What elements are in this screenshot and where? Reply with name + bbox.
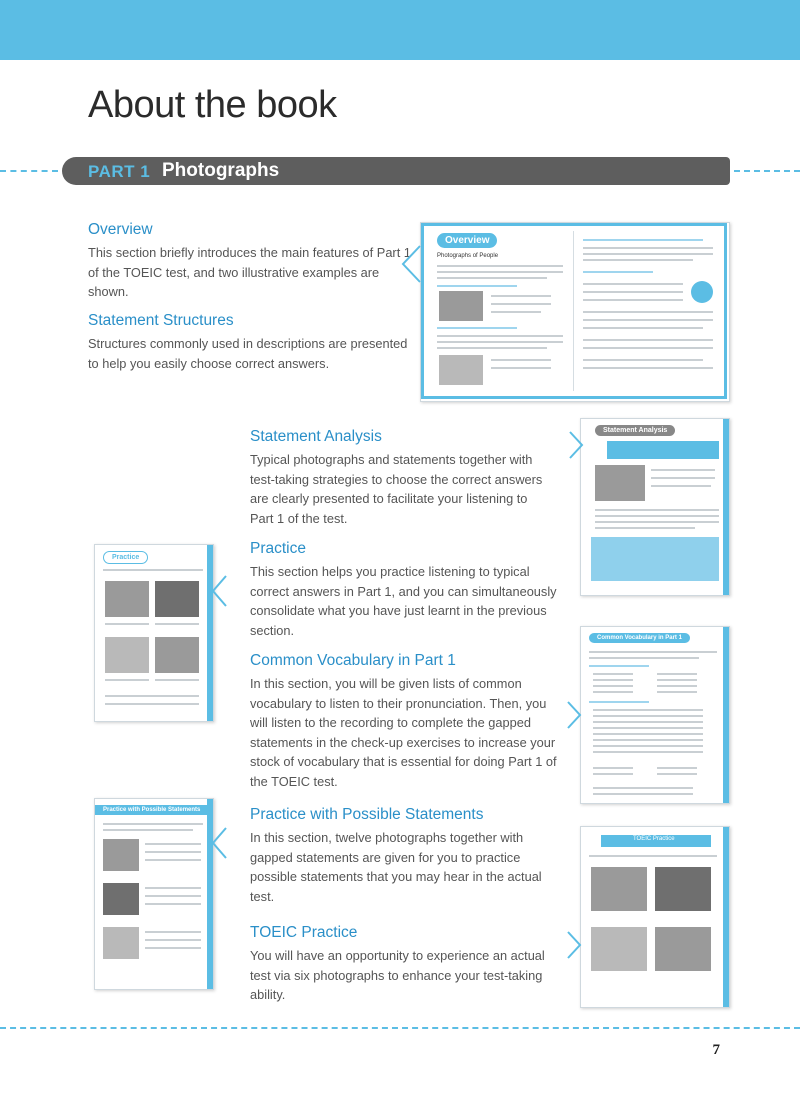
section-practice <box>250 540 560 640</box>
section-toeic-practice <box>250 924 560 1005</box>
section-body: You will have an opportunity to experience an actual test via six photographs to enhance your test-taking ability. <box>250 948 545 1002</box>
section-title: Common Vocabulary in Part 1 <box>250 652 456 669</box>
thumbnail-toeic-practice <box>580 826 730 1008</box>
section-body: In this section, twelve photographs together with gapped statements are given for you to practice possible statements that you may hear in the actual test. <box>250 830 542 904</box>
dashed-rule-right <box>734 170 800 172</box>
part-name: Photographs <box>162 160 280 181</box>
chevron-right-icon <box>566 700 582 730</box>
section-title: Practice <box>250 540 306 557</box>
thumbnail-overview <box>420 222 730 402</box>
thumbnail-heading: Practice with Possible Statements <box>95 805 208 815</box>
section-body: Structures commonly used in descriptions are presented to help you easily choose correct answers. <box>88 336 408 371</box>
part-header-bar <box>62 157 730 185</box>
section-body: This section helps you practice listening to typical correct answers in Part 1, and you can simultaneously consolidate what you have just learnt in the previous section. <box>250 564 557 638</box>
chevron-left-icon <box>210 826 228 860</box>
section-overview <box>88 221 418 302</box>
dashed-rule-bottom <box>0 1027 800 1029</box>
section-body: In this section, you will be given lists of common vocabulary to listen to their pronunciation. Then, you will listen to the recording to complete the gapped statements in the check-up exercises to increase your stock of vocabulary that is essential for doing Part 1 of the TOEIC test. <box>250 676 557 789</box>
section-body: Typical photographs and statements together with test-taking strategies to choose the correct answers are clearly presented to facilitate your listening to Part 1 of the test. <box>250 452 543 526</box>
page-title: About the book <box>88 84 337 126</box>
chevron-left-icon <box>400 244 422 284</box>
page-number: 7 <box>712 1042 720 1058</box>
dashed-rule-left <box>0 170 58 172</box>
thumbnail-heading: Common Vocabulary in Part 1 <box>589 633 690 643</box>
chevron-right-icon <box>568 430 584 460</box>
top-color-band <box>0 0 800 60</box>
section-title: Overview <box>88 221 153 238</box>
section-title: Statement Structures <box>88 312 234 329</box>
thumbnail-common-vocabulary <box>580 626 730 804</box>
section-title: Practice with Possible Statements <box>250 806 484 823</box>
section-title: TOEIC Practice <box>250 924 358 941</box>
thumbnail-subheading: Photographs of People <box>437 253 499 259</box>
section-statement-analysis <box>250 428 550 528</box>
section-body: This section briefly introduces the main features of Part 1 of the TOEIC test, and two illustrative examples are shown. <box>88 245 411 299</box>
section-possible-statements <box>250 806 560 906</box>
section-statement-structures <box>88 312 418 373</box>
thumbnail-heading: Overview <box>437 233 497 248</box>
thumbnail-statement-analysis <box>580 418 730 596</box>
thumbnail-practice <box>94 544 214 722</box>
chevron-right-icon <box>566 930 582 960</box>
thumbnail-possible-statements <box>94 798 214 990</box>
section-title: Statement Analysis <box>250 428 382 445</box>
thumbnail-heading: Practice <box>103 551 148 564</box>
thumbnail-heading: Statement Analysis <box>595 425 675 436</box>
part-label: PART 1 <box>88 162 151 181</box>
section-common-vocabulary <box>250 652 562 791</box>
chevron-left-icon <box>210 574 228 608</box>
thumbnail-heading: TOEIC Practice <box>633 836 675 842</box>
